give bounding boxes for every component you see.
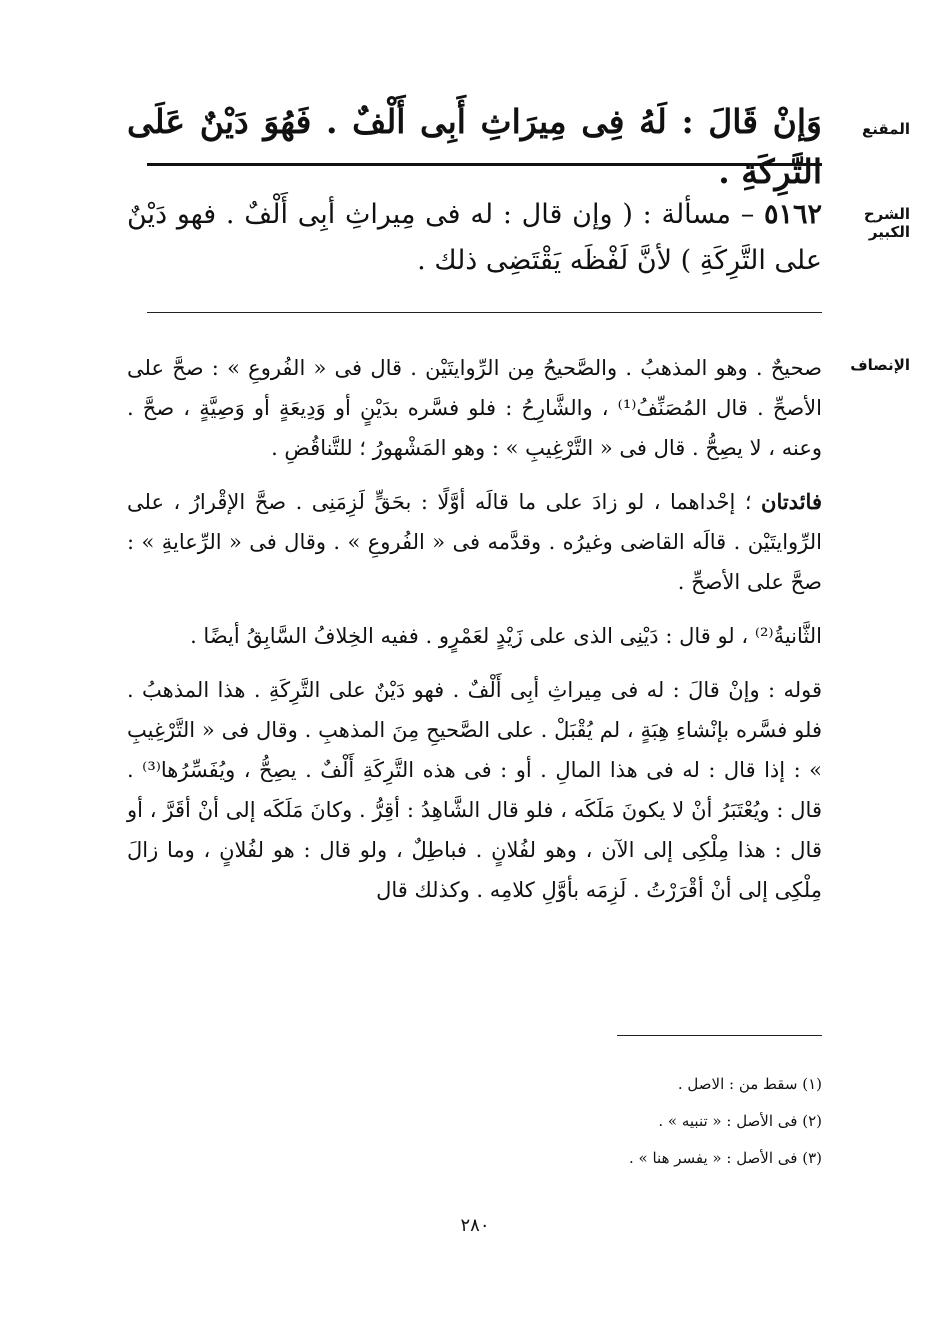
- insaf-paragraph-4: قوله : وإنْ قالَ : له فى مِيراثِ أبِى أَلْفٌ . فهو دَيْنٌ على التَّرِكَةِ . هذا المذهبُ . فلو فسَّره بإنْشاءِ هِبَةٍ ، لم يُقْبَلْ . على الصَّحيحِ مِنَ المذهبِ . وقال فى « التَّرْغِيبِ » : إذا قال : له فى هذا المالِ . أو : فى هذه التَّرِكَةِ أَلْفٌ . يصِحُّ ، ويُفَسِّرُها⁽³⁾ . قال : ويُعْتَبَرُ أنْ لا يكونَ مَلَكَه ، فلو قال الشَّاهِدُ : أقِرُّ . وكانَ مَلَكَه إلى أنْ أقَرَّ ، أو قال : هذا مِلْكِى إلى الآن ، وهو لفُلانٍ . فباطِلٌ ، ولو قال : هو لفُلانٍ ، وما زالَ مِلْكِى إلى أنْ أقْرَرْتُ . لَزِمَه بأوَّلِ كلامِه . وكذلك قال: [127, 678, 822, 902]
- insaf-label: الإنصاف: [850, 356, 910, 374]
- section-divider-thin: [147, 312, 822, 313]
- sharh-body: – مسألة : ( وإن قال : له فى مِيراثِ أبِى أَلْفٌ . فهو دَيْنٌ على التَّرِكَةِ ) لأنَّ لَفْظَه يَقْتَضِى ذلك .: [127, 199, 822, 276]
- footnotes: [422, 1066, 822, 1177]
- insaf-paragraph-3: الثَّانيةُ⁽²⁾ ، لو قال : دَيْنِى الذى على زَيْدٍ لعَمْرٍو . ففيه الخِلافُ السَّابِقُ أيضًا .: [190, 624, 822, 648]
- muqni-label: المقنع: [862, 120, 910, 138]
- insaf-text: [127, 348, 822, 924]
- footnote-1: (١) سقط من : الاصل .: [677, 1075, 822, 1093]
- sharh-label: الشرح الكبير: [863, 205, 910, 241]
- muqni-text: وَإنْ قَالَ : لَهُ فِى مِيرَاثِ أَبِى أَلْفٌ . فَهُوَ دَيْنٌ عَلَى التَّرِكَةِ .: [127, 102, 822, 191]
- insaf-paragraph-2: [127, 482, 822, 602]
- footnote-divider: [617, 1035, 822, 1036]
- footnote-2: (٢) فى الأصل : « تنبيه » .: [658, 1112, 822, 1130]
- insaf-paragraph-2-body: ؛ إحْداهما ، لو زادَ على ما قالَه أوَّلًا : بحَقٍّ لَزِمَنِى . صحَّ الإقْرارُ ، على الرِّوايتَيْن . قالَه القاضى وغيرُه . وقدَّمه فى « الفُروعِ » . وقال فى « الرِّعايةِ » : صحَّ على الأصحِّ .: [127, 490, 822, 594]
- fawaid-heading: فائدتان: [761, 489, 822, 514]
- page-number: ٢٨٠: [460, 1215, 490, 1236]
- insaf-paragraph-1: صحيحٌ . وهو المذهبُ . والصَّحيحُ مِن الرِّوايتَيْن . قال فى « الفُروعِ » : صحَّ على الأصحِّ . قال المُصَنِّفُ⁽¹⁾ ، والشَّارِحُ : فلو فسَّره بدَيْنٍ أو وَدِيعَةٍ أو وَصِيَّةٍ ، صحَّ . وعنه ، لا يصِحُّ . قال فى « التَّرْغِيبِ » : وهو المَشْهورُ ؛ للتَّناقُضِ .: [127, 356, 822, 460]
- section-divider-thick: [147, 163, 822, 166]
- sharh-text: [127, 192, 822, 284]
- footnote-3: (٣) فى الأصل : « يفسر هنا » .: [628, 1149, 822, 1167]
- issue-number: ٥١٦٢: [763, 199, 822, 230]
